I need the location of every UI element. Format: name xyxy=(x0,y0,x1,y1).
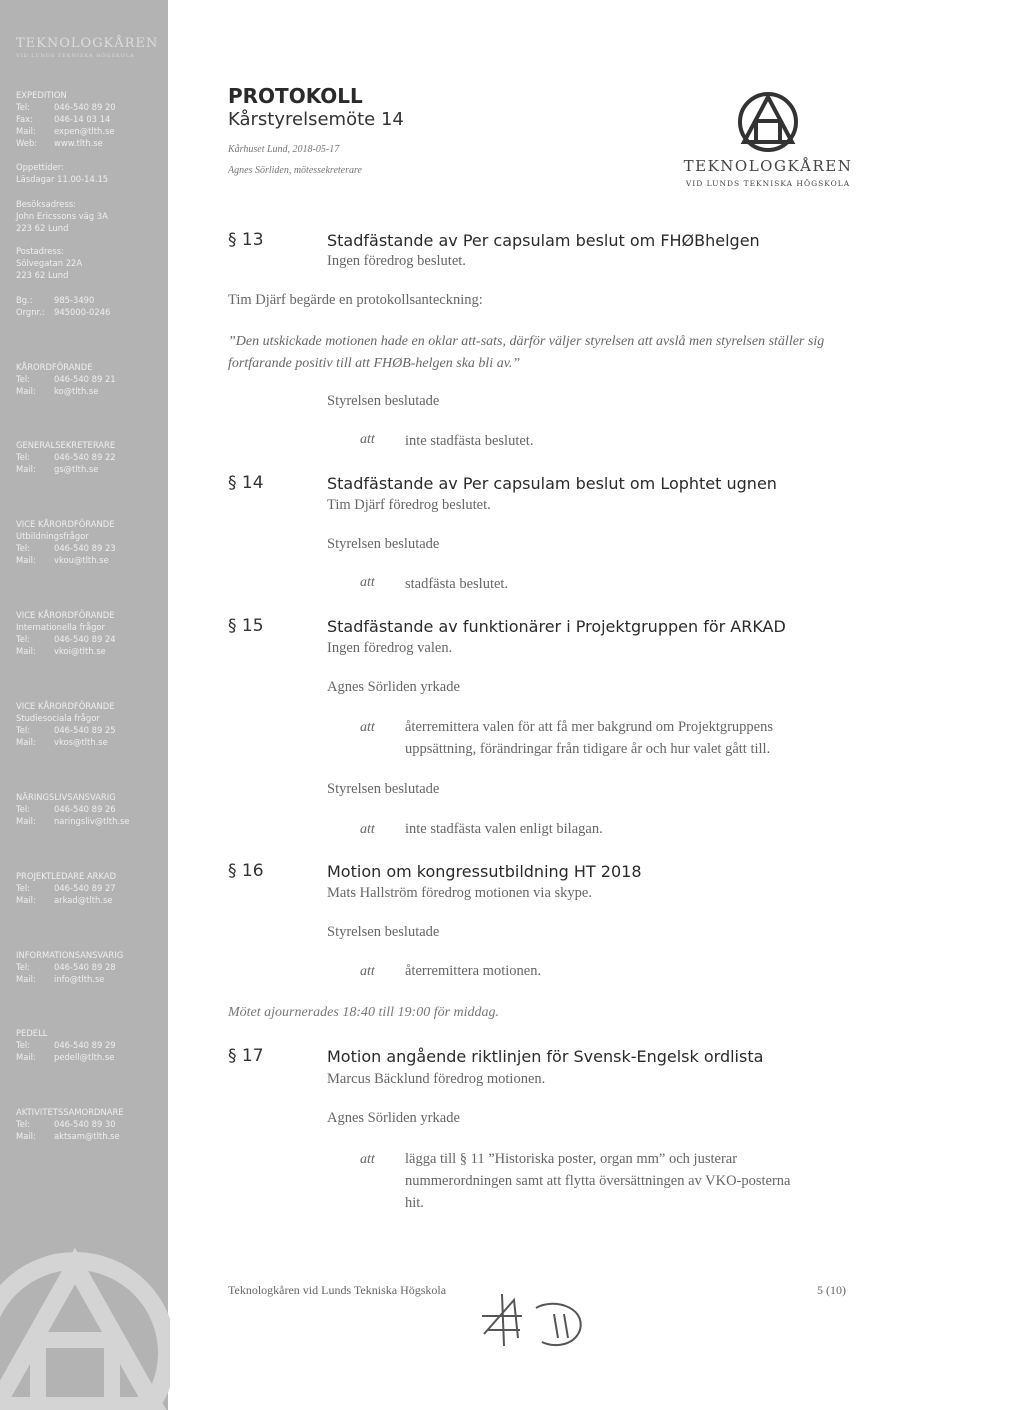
paragraph-intro: Marcus Bäcklund föredrog motionen. xyxy=(327,1071,546,1087)
paragraph-note: Tim Djärf begärde en protokollsanteckning: xyxy=(228,292,483,308)
paragraph-number: § 14 xyxy=(228,473,264,493)
contact-row: Tel: 046-540 89 24 xyxy=(16,634,116,644)
signature-initials-icon xyxy=(474,1286,594,1356)
section-heading: EXPEDITION xyxy=(16,90,67,100)
contact-row: Mail: pedell@tlth.se xyxy=(16,1052,115,1062)
contact-row: Mail: gs@tlth.se xyxy=(16,464,99,474)
contact-row: Web: www.tlth.se xyxy=(16,138,103,148)
contact-row: Tel: 046-540 89 25 xyxy=(16,725,116,735)
paragraph-title: Stadfästande av Per capsulam beslut om Lophtet ugnen xyxy=(327,474,777,493)
paragraph-number: § 13 xyxy=(228,230,264,250)
contact-row: Tel: 046-540 89 20 xyxy=(16,102,116,112)
document-title: PROTOKOLL xyxy=(228,84,363,108)
document-subtitle: Kårstyrelsemöte 14 xyxy=(228,109,404,130)
section-subheading: Internationella frågor xyxy=(16,622,106,632)
opening-hours xyxy=(16,161,166,185)
contact-row: Mail: ko@tlth.se xyxy=(16,386,99,396)
contact-aktivitet xyxy=(16,1106,166,1142)
contact-row: Tel: 046-540 89 29 xyxy=(16,1040,116,1050)
contact-row: Mail: vkos@tlth.se xyxy=(16,737,108,747)
contact-row: Tel: 046-540 89 26 xyxy=(16,804,116,814)
paragraph-intro: Ingen föredrog beslutet. xyxy=(327,253,466,269)
motion-by: Agnes Sörliden yrkade xyxy=(327,679,460,695)
contact-pedell xyxy=(16,1027,166,1063)
section-heading: Oppettider: xyxy=(16,162,64,172)
contact-row: Bg.: 985-3490 xyxy=(16,295,95,305)
decision-label: Styrelsen beslutade xyxy=(327,781,440,797)
contact-row: Mail: vkou@tlth.se xyxy=(16,555,109,565)
section-subheading: Studiesociala frågor xyxy=(16,713,100,723)
att-label: att xyxy=(360,432,375,447)
paragraph-number: § 15 xyxy=(228,616,264,636)
quoted-annotation: ”Den utskickade motionen hade en oklar att-sats, därför väljer styrelsen att avslå men styrelsen ställer sig fortfarande positiv till att FHØB-helgen ska bli av.” xyxy=(228,334,825,371)
paragraph-intro: Ingen föredrog valen. xyxy=(327,640,453,656)
header-brand-sub: VID LUNDS TEKNISKA HÖGSKOLA xyxy=(685,179,851,188)
decision-label: Styrelsen beslutade xyxy=(327,393,440,409)
paragraph-title: Motion angående riktlinjen för Svensk-Engelsk ordlista xyxy=(327,1047,764,1066)
contact-vko-internationella xyxy=(16,609,166,657)
att-label: att xyxy=(360,720,375,735)
contact-row: Mail: expen@tlth.se xyxy=(16,126,115,136)
att-text-line: lägga till § 11 ”Historiska poster, organ mm” och justerar xyxy=(405,1151,738,1167)
paragraph-intro: Mats Hallström föredrog motionen via skype. xyxy=(327,885,592,901)
section-heading: VICE KÅRORDFÖRANDE xyxy=(16,519,115,529)
contact-row: Tel: 046-540 89 27 xyxy=(16,883,116,893)
paragraph-intro: Tim Djärf föredrog beslutet. xyxy=(327,497,491,513)
address-line: Sölvegatan 22A xyxy=(16,258,83,268)
section-heading: PEDELL xyxy=(16,1028,48,1038)
contact-row: Orgnr.: 945000-0246 xyxy=(16,307,111,317)
decision-label: Styrelsen beslutade xyxy=(327,536,440,552)
contact-generalsekreterare xyxy=(16,439,166,475)
section-subheading: Utbildningsfrågor xyxy=(16,531,89,541)
att-text-line: uppsättning, förändringar från tidigare år och hur valet gått till. xyxy=(405,741,771,757)
contact-row: Mail: arkad@tlth.se xyxy=(16,895,113,905)
att-label: att xyxy=(360,822,375,837)
att-label: att xyxy=(360,575,375,590)
att-text: inte stadfästa valen enligt bilagan. xyxy=(405,821,603,837)
contact-arkad xyxy=(16,870,166,906)
section-heading: KÅRORDFÖRANDE xyxy=(16,362,93,372)
section-heading: VICE KÅRORDFÖRANDE xyxy=(16,610,115,620)
contact-row: Mail: vkoi@tlth.se xyxy=(16,646,106,656)
sidebar-brand xyxy=(16,36,159,59)
section-heading: Besöksadress: xyxy=(16,199,77,209)
page-number: 5 (10) xyxy=(817,1283,846,1297)
contact-row: Fax: 046-14 03 14 xyxy=(16,114,111,124)
address-line: 223 62 Lund xyxy=(16,223,69,233)
contact-vko-utbildning xyxy=(16,518,166,566)
visiting-address xyxy=(16,198,166,234)
paragraph-title: Stadfästande av funktionärer i Projektgruppen för ARKAD xyxy=(327,617,786,636)
bank-info xyxy=(16,294,166,318)
contact-row: Tel: 046-540 89 30 xyxy=(16,1119,116,1129)
sidebar-org-sub: VID LUNDS TEKNISKA HÖGSKOLA xyxy=(16,53,135,59)
decision-label: Styrelsen beslutade xyxy=(327,924,440,940)
contact-row: Mail: aktsam@tlth.se xyxy=(16,1131,120,1141)
footer-organization: Teknologkåren vid Lunds Tekniska Högskola xyxy=(228,1283,447,1297)
paragraph-title: Motion om kongressutbildning HT 2018 xyxy=(327,862,642,881)
contact-row: Mail: naringsliv@tlth.se xyxy=(16,816,130,826)
contact-karordforande xyxy=(16,361,166,397)
att-text-line: nummerordningen samt att flytta översättningen av VKO-posterna xyxy=(405,1173,791,1189)
section-heading: AKTIVITETSSAMORDNARE xyxy=(16,1107,124,1117)
teknologkaren-logo-icon xyxy=(734,90,802,154)
sidebar xyxy=(0,0,168,1410)
address-line: 223 62 Lund xyxy=(16,270,69,280)
contact-row: Tel: 046-540 89 21 xyxy=(16,374,116,384)
att-label: att xyxy=(360,1152,375,1167)
opening-hours-line: Läsdagar 11.00-14.15 xyxy=(16,174,109,184)
att-text-line: hit. xyxy=(405,1195,424,1211)
contact-expedition xyxy=(16,89,166,149)
sidebar-org-name: TEKNOLOGKÅREN xyxy=(16,36,159,51)
att-text: stadfästa beslutet. xyxy=(405,576,509,592)
address-line: John Ericssons väg 3A xyxy=(16,211,108,221)
att-text-line: återremittera valen för att få mer bakgrund om Projektgruppens xyxy=(405,719,774,735)
section-heading: VICE KÅRORDFÖRANDE xyxy=(16,701,115,711)
header-brand xyxy=(676,157,860,188)
paragraph-number: § 17 xyxy=(228,1046,264,1066)
meeting-secretary: Agnes Sörliden, mötessekreterare xyxy=(228,165,362,176)
contact-row: Tel: 046-540 89 22 xyxy=(16,452,116,462)
section-heading: GENERALSEKRETERARE xyxy=(16,440,116,450)
att-label: att xyxy=(360,964,375,979)
contact-vko-studiesociala xyxy=(16,700,166,748)
section-heading: INFORMATIONSANSVARIG xyxy=(16,950,124,960)
section-heading: Postadress: xyxy=(16,246,64,256)
postal-address xyxy=(16,245,166,281)
att-text: återremittera motionen. xyxy=(405,963,542,979)
contact-row: Tel: 046-540 89 28 xyxy=(16,962,116,972)
att-text: inte stadfästa beslutet. xyxy=(405,433,534,449)
att-text xyxy=(405,716,773,760)
contact-naringsliv xyxy=(16,791,166,827)
sidebar-watermark-logo-icon xyxy=(0,1238,170,1410)
contact-row: Mail: info@tlth.se xyxy=(16,974,105,984)
meeting-place-date: Kårhuset Lund, 2018-05-17 xyxy=(228,144,340,155)
paragraph-title: Stadfästande av Per capsulam beslut om FHØBhelgen xyxy=(327,231,760,250)
adjournment-note: Mötet ajournerades 18:40 till 19:00 för middag. xyxy=(228,1005,500,1020)
contact-information xyxy=(16,949,166,985)
section-heading: NÄRINGSLIVSANSVARIG xyxy=(16,792,116,802)
paragraph-number: § 16 xyxy=(228,861,264,881)
contact-row: Tel: 046-540 89 23 xyxy=(16,543,116,553)
motion-by: Agnes Sörliden yrkade xyxy=(327,1110,460,1126)
section-heading: PROJEKTLEDARE ARKAD xyxy=(16,871,117,881)
header-brand-name: TEKNOLOGKÅREN xyxy=(683,157,853,175)
att-text xyxy=(405,1148,791,1214)
